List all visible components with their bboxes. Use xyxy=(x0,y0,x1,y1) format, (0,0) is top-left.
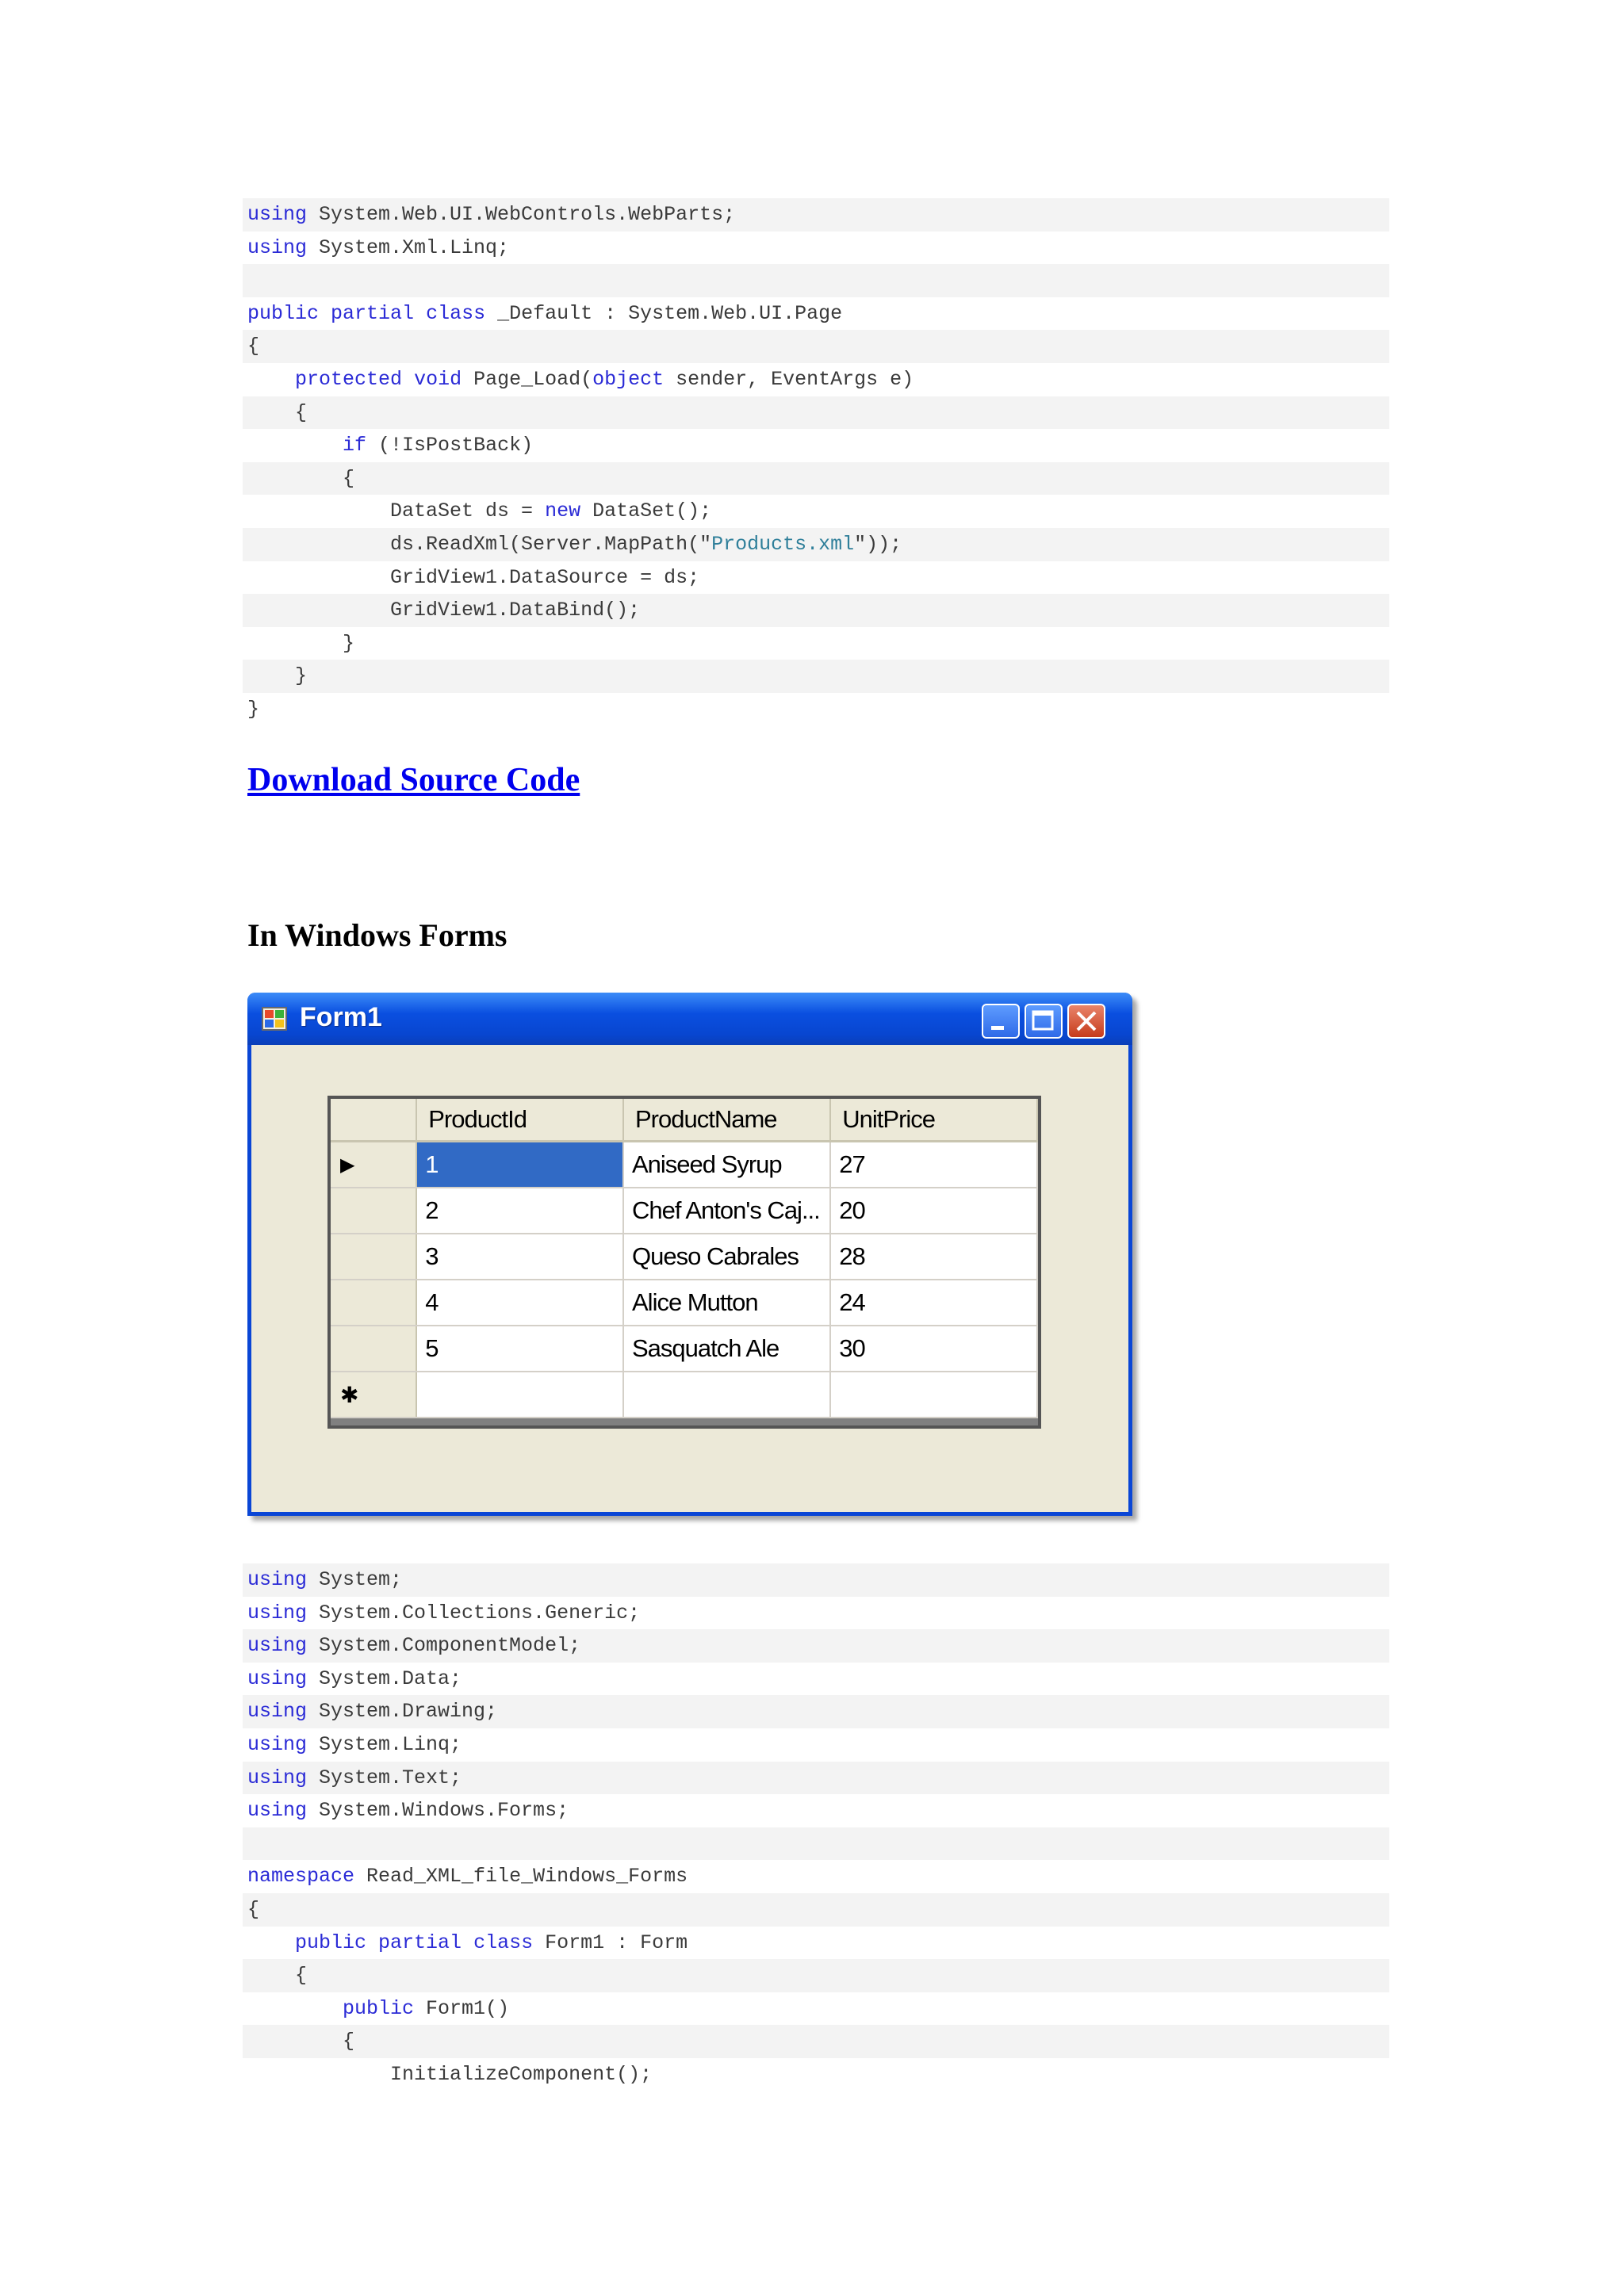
code-token: ")); xyxy=(854,532,902,556)
code-token: public xyxy=(343,1996,415,2020)
close-icon xyxy=(1069,1005,1104,1037)
code-token xyxy=(402,368,414,391)
new-row-asterisk-icon[interactable]: ✱ xyxy=(331,1372,416,1418)
code-token: partial xyxy=(331,301,415,325)
code-block-asp xyxy=(243,198,1389,726)
code-token: } xyxy=(247,697,260,721)
code-line xyxy=(243,1629,1389,1663)
code-token: System.Web.UI.WebControls.WebParts; xyxy=(307,203,736,226)
grid-corner-header xyxy=(331,1099,416,1142)
grid-cell[interactable]: 24 xyxy=(830,1280,1037,1326)
maximize-button[interactable] xyxy=(1025,1004,1063,1039)
code-token: Read_XML_file_Windows_Forms xyxy=(354,1865,688,1888)
code-token: Products.xml xyxy=(711,532,855,556)
code-token: public xyxy=(295,1931,367,1954)
code-token: GridView1.DataBind(); xyxy=(247,599,641,622)
code-token: using xyxy=(247,203,308,226)
code-token: { xyxy=(247,2030,355,2053)
row-header[interactable] xyxy=(331,1280,416,1326)
code-token: object xyxy=(592,367,665,391)
form-window xyxy=(247,993,1132,1516)
code-line xyxy=(243,2025,1389,2058)
code-token: namespace xyxy=(247,1865,355,1888)
grid-cell[interactable]: 2 xyxy=(416,1188,623,1234)
table-row[interactable] xyxy=(331,1188,1037,1234)
code-line xyxy=(243,2058,1389,2091)
code-token xyxy=(414,302,426,325)
new-row[interactable] xyxy=(331,1372,1037,1418)
table-row[interactable] xyxy=(331,1234,1037,1280)
code-line xyxy=(243,561,1389,595)
code-line xyxy=(243,198,1389,232)
code-token: using xyxy=(247,1667,308,1690)
code-line xyxy=(243,627,1389,660)
code-line xyxy=(243,1794,1389,1827)
code-token xyxy=(462,1931,473,1954)
code-token xyxy=(247,434,343,457)
code-token: DataSet ds = xyxy=(247,499,546,523)
code-block-winforms xyxy=(243,1563,1389,2091)
code-token: void xyxy=(414,367,462,391)
code-line xyxy=(243,462,1389,496)
code-token: using xyxy=(247,1700,308,1724)
grid-cell[interactable]: Alice Mutton xyxy=(623,1280,830,1326)
grid-cell[interactable] xyxy=(416,1372,623,1418)
code-token: System.Text; xyxy=(307,1766,462,1789)
download-source-link[interactable]: Download Source Code xyxy=(247,762,580,798)
code-line xyxy=(243,363,1389,396)
section-heading: In Windows Forms xyxy=(247,917,508,953)
code-token xyxy=(247,1931,295,1954)
code-line xyxy=(243,594,1389,627)
code-line xyxy=(243,264,1389,297)
code-token: System.ComponentModel; xyxy=(307,1634,581,1658)
code-line xyxy=(243,1762,1389,1795)
column-header-unitprice[interactable]: UnitPrice xyxy=(830,1099,1037,1142)
code-token: new xyxy=(545,499,581,523)
grid-cell[interactable]: 4 xyxy=(416,1280,623,1326)
table-row[interactable] xyxy=(331,1280,1037,1326)
maximize-icon xyxy=(1026,1005,1061,1037)
code-line xyxy=(243,495,1389,528)
code-token: InitializeComponent(); xyxy=(247,2062,653,2086)
grid-cell[interactable]: Aniseed Syrup xyxy=(623,1142,830,1188)
code-line xyxy=(243,1827,1389,1861)
code-token: { xyxy=(247,466,355,490)
grid-cell[interactable]: 20 xyxy=(830,1188,1037,1234)
code-token: class xyxy=(426,301,486,325)
code-line xyxy=(243,528,1389,561)
code-token xyxy=(319,302,331,325)
title-bar[interactable] xyxy=(247,993,1132,1045)
code-token: GridView1.DataSource = ds; xyxy=(247,565,700,589)
form-app-icon xyxy=(262,1007,287,1031)
code-token: } xyxy=(247,631,355,655)
code-line xyxy=(243,1927,1389,1960)
code-line xyxy=(243,429,1389,462)
grid-cell[interactable]: Sasquatch Ale xyxy=(623,1326,830,1372)
code-line xyxy=(243,1695,1389,1728)
code-line xyxy=(243,1563,1389,1597)
code-token: System.Xml.Linq; xyxy=(307,235,510,259)
code-line xyxy=(243,396,1389,430)
code-token: { xyxy=(247,1964,308,1988)
code-token: { xyxy=(247,1897,260,1921)
grid-cell[interactable]: 30 xyxy=(830,1326,1037,1372)
code-token: DataSet(); xyxy=(580,499,712,523)
code-token: using xyxy=(247,1732,308,1756)
code-line xyxy=(243,1663,1389,1696)
grid-cell[interactable]: 3 xyxy=(416,1234,623,1280)
code-line xyxy=(243,232,1389,265)
code-token xyxy=(247,368,295,391)
data-grid-view[interactable] xyxy=(327,1096,1041,1429)
grid-cell[interactable] xyxy=(830,1372,1037,1418)
code-token: if xyxy=(343,434,367,457)
code-token: System.Windows.Forms; xyxy=(307,1799,569,1823)
grid-cell[interactable]: 1 xyxy=(416,1142,623,1188)
grid-cell[interactable]: 5 xyxy=(416,1326,623,1372)
code-token: using xyxy=(247,1799,308,1823)
code-token: partial xyxy=(378,1931,462,1954)
code-line xyxy=(243,660,1389,693)
code-token: ds.ReadXml(Server.MapPath(" xyxy=(247,532,712,556)
code-token: using xyxy=(247,1634,308,1658)
code-token: Page_Load( xyxy=(462,367,593,391)
row-header[interactable] xyxy=(331,1234,416,1280)
grid-cell[interactable]: Chef Anton's Caj... xyxy=(623,1188,830,1234)
code-token: sender, EventArgs e) xyxy=(664,367,914,391)
code-token: System.Collections.Generic; xyxy=(307,1601,641,1624)
code-token: System; xyxy=(307,1568,403,1591)
grid-header-row xyxy=(331,1099,1037,1142)
code-line xyxy=(243,1992,1389,2026)
code-line xyxy=(243,1893,1389,1927)
column-header-productid[interactable]: ProductId xyxy=(416,1099,623,1142)
code-token: _Default : System.Web.UI.Page xyxy=(485,301,843,325)
code-token: { xyxy=(247,335,260,358)
code-line xyxy=(243,1728,1389,1762)
code-line xyxy=(243,693,1389,726)
code-line xyxy=(243,1597,1389,1630)
code-token: } xyxy=(247,664,308,688)
code-line xyxy=(243,1959,1389,1992)
code-token: using xyxy=(247,1568,308,1591)
code-token xyxy=(247,1997,343,2020)
current-row-indicator-icon[interactable]: ▶ xyxy=(331,1142,416,1188)
code-line xyxy=(243,297,1389,331)
grid-cell[interactable]: Queso Cabrales xyxy=(623,1234,830,1280)
code-token: (!IsPostBack) xyxy=(366,434,534,457)
code-token: { xyxy=(247,400,308,424)
grid-cell[interactable]: 28 xyxy=(830,1234,1037,1280)
code-token: using xyxy=(247,235,308,259)
code-token: public xyxy=(247,301,320,325)
window-title: Form1 xyxy=(300,1002,382,1032)
code-token: protected xyxy=(295,367,403,391)
code-token: using xyxy=(247,1601,308,1624)
code-token: System.Drawing; xyxy=(307,1700,498,1724)
code-token: System.Linq; xyxy=(307,1732,462,1756)
row-header[interactable] xyxy=(331,1326,416,1372)
minimize-icon xyxy=(983,1005,1018,1037)
code-line xyxy=(243,1860,1389,1893)
table-row[interactable] xyxy=(331,1142,1037,1188)
code-token xyxy=(366,1931,378,1954)
minimize-button[interactable] xyxy=(982,1004,1020,1039)
code-line xyxy=(243,330,1389,363)
code-token: class xyxy=(473,1931,534,1954)
close-button[interactable] xyxy=(1067,1004,1105,1039)
code-token: Form1 : Form xyxy=(533,1931,688,1954)
code-token: Form1() xyxy=(414,1996,510,2020)
grid-cell[interactable] xyxy=(623,1372,830,1418)
table-row[interactable] xyxy=(331,1326,1037,1372)
row-header[interactable] xyxy=(331,1188,416,1234)
code-token: System.Data; xyxy=(307,1667,462,1690)
grid-cell[interactable]: 27 xyxy=(830,1142,1037,1188)
code-token: using xyxy=(247,1766,308,1789)
column-header-productname[interactable]: ProductName xyxy=(623,1099,830,1142)
